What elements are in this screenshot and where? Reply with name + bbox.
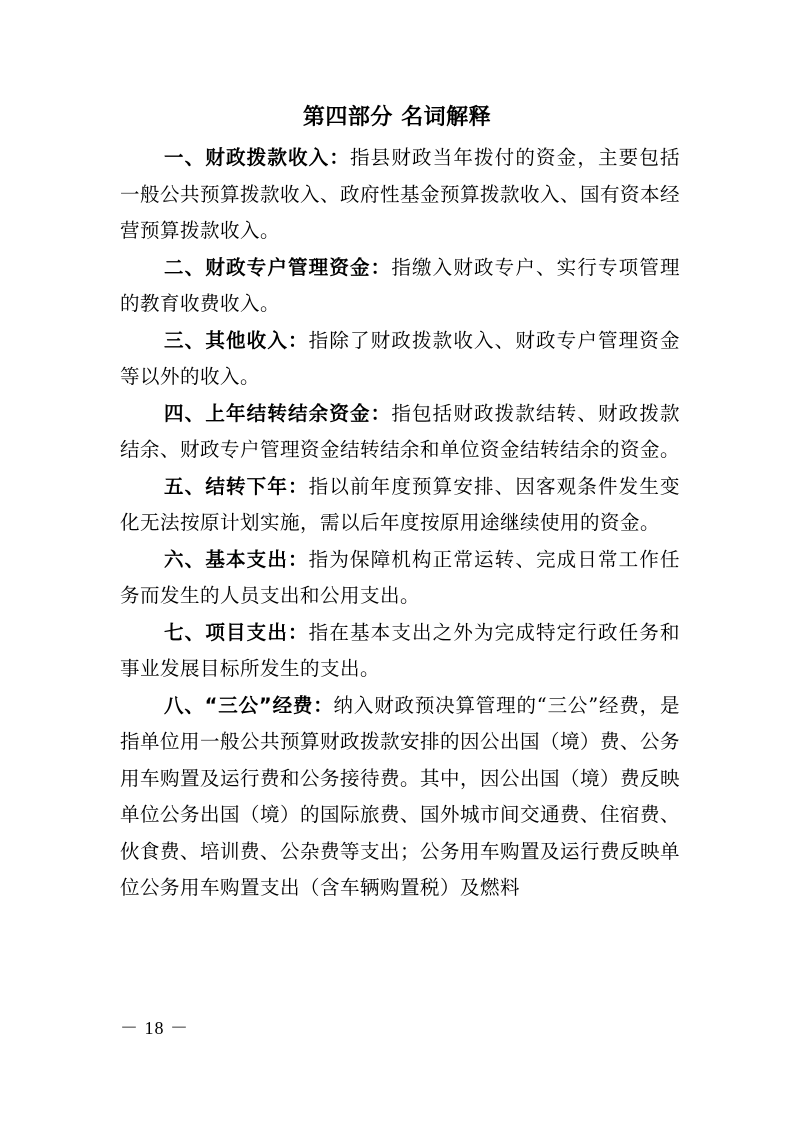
definition-term: 七、项目支出： <box>164 620 309 644</box>
document-body <box>120 140 680 907</box>
definition-term: 五、结转下年： <box>164 474 309 498</box>
definition-paragraph <box>120 542 680 615</box>
definition-term: 一、财政拨款收入： <box>164 146 350 169</box>
definition-text: 指缴入财政专户、实行专项管理的教育收费收入。 <box>120 255 680 315</box>
definition-term: 四、上年结转结余资金： <box>164 401 392 425</box>
definition-paragraph <box>120 688 680 907</box>
definition-text: 指以前年度预算安排、因客观条件发生变化无法按原计划实施，需以后年度按原用途继续使用的资金。 <box>120 474 680 534</box>
definition-text: 指县财政当年拨付的资金，主要包括一般公共预算拨款收入、政府性基金预算拨款收入、国有资本经营预算拨款收入。 <box>120 146 681 242</box>
definition-paragraph <box>120 469 680 542</box>
page-number: － 18 － <box>120 1018 189 1038</box>
definition-term: 八、“三公”经费： <box>164 693 334 717</box>
definition-text: 纳入财政预决算管理的“三公”经费，是指单位用一般公共预算财政拨款安排的因公出国（境）费、公务用车购置及运行费和公务接待费。其中，因公出国（境）费反映单位公务出国（境）的国际旅费、国外城市间交通费、住宿费、伙食费、培训费、公杂费等支出；公务用车购置及运行费反映单位公务用车购置支出（含车辆购置税）及燃料 <box>120 693 681 899</box>
definition-text: 指为保障机构正常运转、完成日常工作任务而发生的人员支出和公用支出。 <box>120 547 680 607</box>
definition-paragraph <box>120 615 680 688</box>
definition-paragraph <box>120 396 680 469</box>
page-title: 第四部分 名词解释 <box>302 105 492 130</box>
definition-paragraph <box>120 140 680 250</box>
definition-term: 六、基本支出： <box>164 547 309 571</box>
definition-paragraph <box>120 323 680 396</box>
definition-paragraph <box>120 250 680 323</box>
definition-text: 指除了财政拨款收入、财政专户管理资金等以外的收入。 <box>120 328 680 388</box>
definition-term: 二、财政专户管理资金： <box>164 255 392 279</box>
definition-text: 指包括财政拨款结转、财政拨款结余、财政专户管理资金结转结余和单位资金结转结余的资金。 <box>120 401 681 461</box>
definition-term: 三、其他收入： <box>164 328 309 352</box>
definition-text: 指在基本支出之外为完成特定行政任务和事业发展目标所发生的支出。 <box>120 620 680 680</box>
